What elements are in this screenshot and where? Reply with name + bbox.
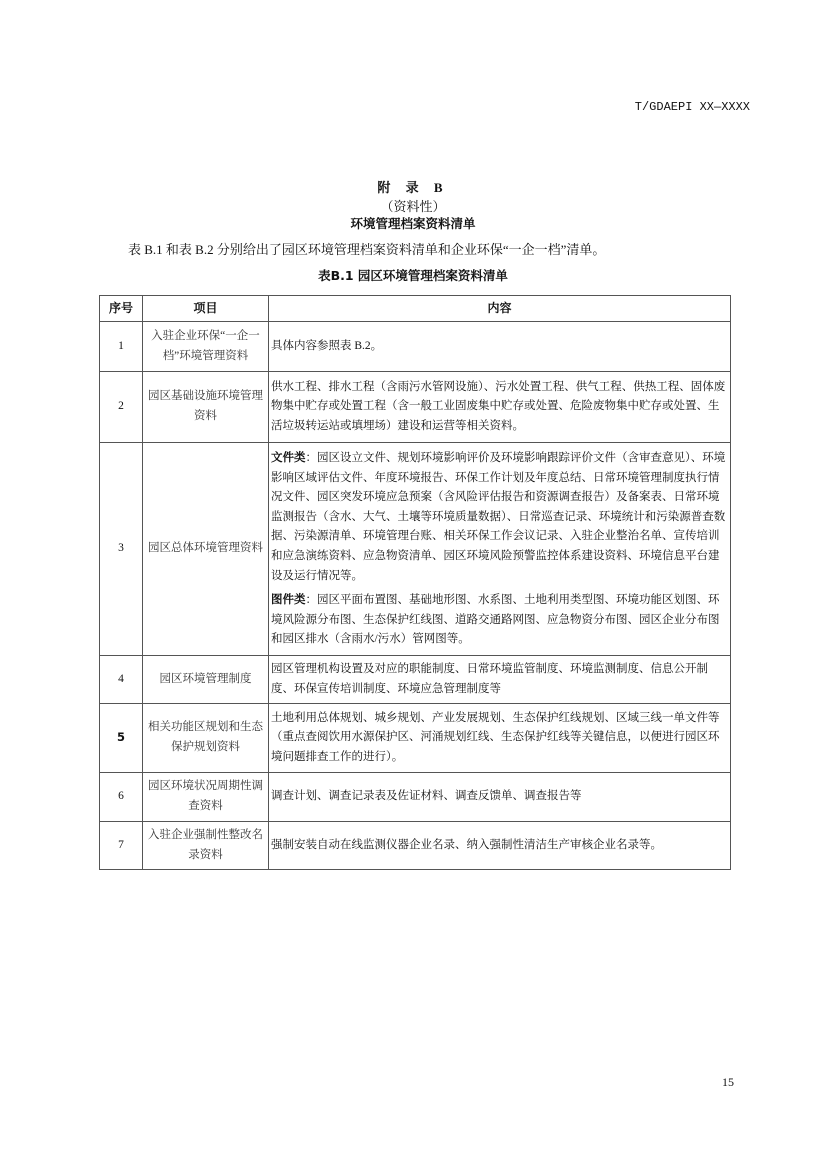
table-row [100, 656, 731, 704]
row-no: 6 [100, 773, 143, 822]
row-item: 入驻企业强制性整改名录资料 [143, 822, 269, 870]
header-content: 内容 [269, 296, 731, 322]
table-row [100, 443, 731, 656]
row-content: 强制安装自动在线监测仪器企业名录、纳入强制性清洁生产审核企业名录等。 [269, 822, 731, 870]
map-category [271, 590, 728, 650]
row-no: 1 [100, 322, 143, 372]
table-row [100, 773, 731, 822]
archive-list-table [99, 295, 731, 870]
table-row [100, 704, 731, 773]
table-row [100, 822, 731, 870]
row-item: 园区环境状况周期性调查资料 [143, 773, 269, 822]
row-content: 土地利用总体规划、城乡规划、产业发展规划、生态保护红线规划、区域三线一单文件等（重点查阅饮用水源保护区、河涌规划红线、生态保护红线等关键信息，以便进行园区环境问题排查工作的进行）。 [269, 704, 731, 773]
map-category-label: 图件类 [271, 592, 306, 607]
document-category-label: 文件类 [271, 450, 306, 465]
document-category [271, 448, 728, 586]
row-content [269, 443, 731, 656]
row-no: 5 [100, 704, 143, 773]
row-item: 园区基础设施环境管理资料 [143, 372, 269, 443]
table-caption: 表B.1 园区环境管理档案资料清单 [318, 268, 508, 283]
appendix-subtitle: 环境管理档案资料清单 [350, 216, 476, 231]
table-row [100, 372, 731, 443]
row-content: 具体内容参照表 B.2。 [269, 322, 731, 372]
header-item: 项目 [143, 296, 269, 322]
table-header-row [100, 296, 731, 322]
page-number: 15 [722, 1075, 734, 1089]
row-no: 7 [100, 822, 143, 870]
row-no: 4 [100, 656, 143, 704]
row-item: 园区环境管理制度 [143, 656, 269, 704]
intro-paragraph: 表 B.1 和表 B.2 分别给出了园区环境管理档案资料清单和企业环保“一企一档”清单。 [128, 242, 606, 257]
row-content: 园区管理机构设置及对应的职能制度、日常环境监管制度、环境监测制度、信息公开制度、环保宣传培训制度、环境应急管理制度等 [269, 656, 731, 704]
row-content: 供水工程、排水工程（含雨污水管网设施）、污水处置工程、供气工程、供热工程、固体废物集中贮存或处置工程（含一般工业固废集中贮存或处置、危险废物集中贮存或处置、生活垃圾转运站或填埋场）建设和运营等相关资料。 [269, 372, 731, 443]
header-no: 序号 [100, 296, 143, 322]
row-item: 入驻企业环保“一企一档”环境管理资料 [143, 322, 269, 372]
row-content: 调查计划、调查记录表及佐证材料、调查反馈单、调查报告等 [269, 773, 731, 822]
document-category-content: ：园区设立文件、规划环境影响评价及环境影响跟踪评价文件（含审查意见）、环境影响区域评估文件、年度环境报告、环保工作计划及年度总结、日常环境管理制度执行情况文件、园区突发环境应急预案（含风险评估报告和资源调查报告）及备案表、日常环境监测报告（含水、大气、土壤等环境质量数据）、日常巡查记录、环境统计和污染源普查数据、污染源清单、环境管理台账、相关环保工作会议记录、入驻企业整治名单、宣传培训和应急演练资料、应急物资清单、园区环境风险预警监控体系建设资料、环境信息平台建设及运行情况等。 [271, 452, 726, 582]
row-item: 相关功能区规划和生态保护规划资料 [143, 704, 269, 773]
standard-number: T/GDAEPI XX—XXXX [634, 100, 750, 114]
table-row [100, 322, 731, 372]
row-no: 3 [100, 443, 143, 656]
map-category-content: ：园区平面布置图、基础地形图、水系图、土地利用类型图、环境功能区划图、环境风险源分布图、生态保护红线图、道路交通路网图、应急物资分布图、园区企业分布图和园区排水（含雨水/污水）管网图等。 [271, 594, 720, 646]
appendix-title: 附 录 B [377, 180, 449, 195]
appendix-nature: （资料性） [380, 199, 446, 214]
row-item: 园区总体环境管理资料 [143, 443, 269, 656]
row-no: 2 [100, 372, 143, 443]
